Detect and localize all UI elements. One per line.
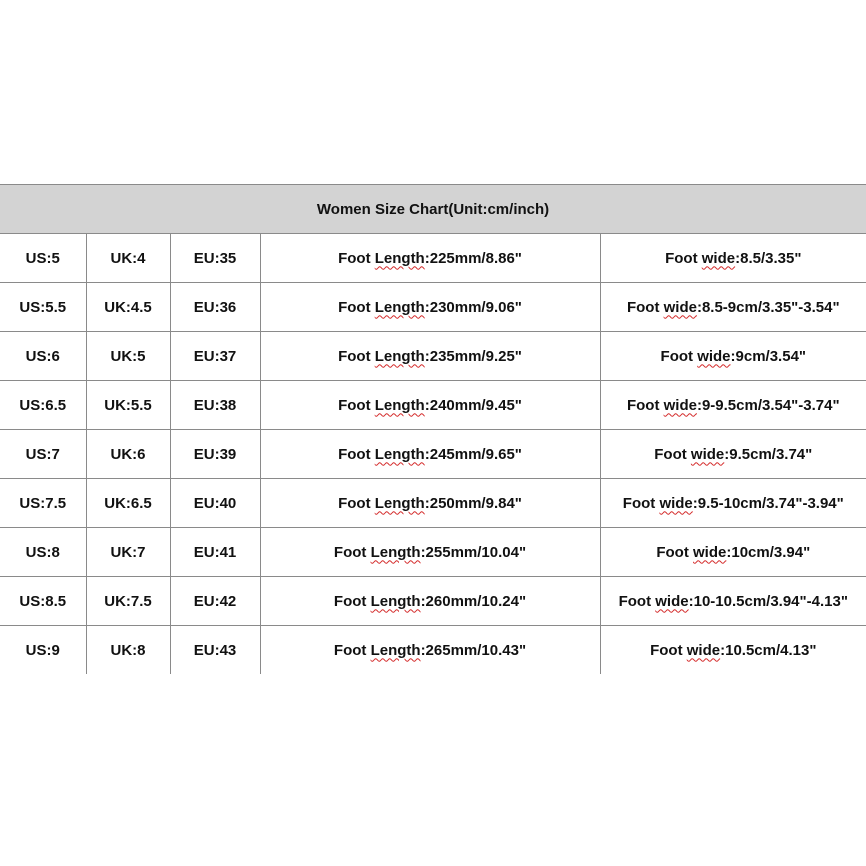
- foot-length-cell: [260, 626, 600, 675]
- foot-length-cell: [260, 234, 600, 283]
- eu-size-cell: EU:43: [170, 626, 260, 675]
- foot-length-cell: [260, 283, 600, 332]
- eu-size-cell: EU:40: [170, 479, 260, 528]
- eu-size-cell: EU:36: [170, 283, 260, 332]
- foot-wide-word: wide: [655, 592, 689, 610]
- foot-length-word: Length: [370, 641, 421, 659]
- eu-size-cell: EU:41: [170, 528, 260, 577]
- foot-wide-value: :9-9.5cm/3.54"-3.74": [696, 396, 840, 414]
- foot-wide-word: wide: [697, 347, 731, 365]
- foot-length-word: Length: [374, 396, 425, 414]
- foot-wide-value: :8.5-9cm/3.35"-3.54": [696, 298, 840, 316]
- foot-length-prefix: Foot: [338, 298, 375, 316]
- foot-wide-cell: [600, 430, 866, 479]
- foot-length-word: Length: [374, 445, 425, 463]
- foot-wide-value: :10.5cm/4.13": [720, 641, 817, 659]
- foot-wide-prefix: Foot: [622, 494, 660, 512]
- foot-wide-value: :10cm/3.94": [726, 543, 811, 561]
- foot-length-prefix: Foot: [333, 641, 371, 659]
- foot-wide-prefix: Foot: [626, 396, 664, 414]
- foot-length-cell: [260, 381, 600, 430]
- foot-length-value: :230mm/9.06": [424, 298, 522, 316]
- uk-size-cell: UK:5.5: [86, 381, 170, 430]
- foot-wide-word: wide: [663, 396, 697, 414]
- uk-size-cell: UK:6: [86, 430, 170, 479]
- foot-wide-value: :9.5-10cm/3.74"-3.94": [692, 494, 844, 512]
- foot-wide-word: wide: [693, 543, 727, 561]
- foot-wide-prefix: Foot: [665, 249, 702, 267]
- foot-wide-word: wide: [690, 445, 725, 463]
- foot-wide-value: :9cm/3.54": [730, 347, 807, 365]
- foot-length-value: :235mm/9.25": [424, 347, 522, 365]
- foot-wide-word: wide: [686, 641, 721, 659]
- table-row: [0, 381, 866, 430]
- foot-length-word: Length: [370, 543, 421, 561]
- foot-length-word: Length: [374, 298, 425, 316]
- foot-length-cell: [260, 479, 600, 528]
- foot-length-word: Length: [374, 494, 425, 512]
- foot-wide-cell: [600, 283, 866, 332]
- foot-wide-word: wide: [663, 298, 697, 316]
- foot-wide-prefix: Foot: [654, 445, 691, 463]
- table-row: [0, 577, 866, 626]
- uk-size-cell: UK:4.5: [86, 283, 170, 332]
- us-size-cell: US:9: [0, 626, 86, 675]
- uk-size-cell: UK:5: [86, 332, 170, 381]
- foot-length-prefix: Foot: [333, 543, 371, 561]
- uk-size-cell: UK:4: [86, 234, 170, 283]
- foot-length-value: :265mm/10.43": [420, 641, 527, 659]
- foot-wide-value: :10-10.5cm/3.94"-4.13": [688, 592, 848, 610]
- foot-length-cell: [260, 577, 600, 626]
- foot-length-prefix: Foot: [338, 494, 375, 512]
- foot-length-value: :255mm/10.04": [420, 543, 527, 561]
- eu-size-cell: EU:39: [170, 430, 260, 479]
- table-header-row: [0, 185, 866, 234]
- table-row: [0, 479, 866, 528]
- us-size-cell: US:6: [0, 332, 86, 381]
- table-row: [0, 626, 866, 675]
- size-chart-table: [0, 184, 866, 674]
- foot-wide-cell: [600, 528, 866, 577]
- us-size-cell: US:8: [0, 528, 86, 577]
- us-size-cell: US:5.5: [0, 283, 86, 332]
- foot-length-cell: [260, 332, 600, 381]
- eu-size-cell: EU:35: [170, 234, 260, 283]
- foot-length-prefix: Foot: [333, 592, 371, 610]
- foot-length-word: Length: [370, 592, 421, 610]
- us-size-cell: US:6.5: [0, 381, 86, 430]
- foot-length-prefix: Foot: [338, 347, 375, 365]
- foot-wide-cell: [600, 479, 866, 528]
- foot-length-prefix: Foot: [338, 396, 375, 414]
- foot-length-value: :240mm/9.45": [424, 396, 522, 414]
- foot-wide-prefix: Foot: [618, 592, 656, 610]
- table-row: [0, 528, 866, 577]
- foot-wide-word: wide: [659, 494, 693, 512]
- us-size-cell: US:8.5: [0, 577, 86, 626]
- eu-size-cell: EU:42: [170, 577, 260, 626]
- table-title: Women Size Chart(Unit:cm/inch): [0, 185, 866, 234]
- us-size-cell: US:7: [0, 430, 86, 479]
- foot-wide-prefix: Foot: [660, 347, 698, 365]
- foot-wide-word: wide: [701, 249, 736, 267]
- us-size-cell: US:7.5: [0, 479, 86, 528]
- foot-length-value: :245mm/9.65": [424, 445, 522, 463]
- foot-length-prefix: Foot: [338, 249, 375, 267]
- foot-wide-cell: [600, 381, 866, 430]
- uk-size-cell: UK:7: [86, 528, 170, 577]
- foot-wide-cell: [600, 626, 866, 675]
- foot-length-prefix: Foot: [338, 445, 375, 463]
- uk-size-cell: UK:8: [86, 626, 170, 675]
- foot-wide-value: :9.5cm/3.74": [724, 445, 813, 463]
- foot-wide-cell: [600, 577, 866, 626]
- eu-size-cell: EU:38: [170, 381, 260, 430]
- foot-length-value: :250mm/9.84": [424, 494, 522, 512]
- foot-wide-prefix: Foot: [650, 641, 687, 659]
- foot-wide-cell: [600, 332, 866, 381]
- foot-length-word: Length: [374, 249, 425, 267]
- foot-wide-prefix: Foot: [656, 543, 694, 561]
- uk-size-cell: UK:7.5: [86, 577, 170, 626]
- foot-wide-value: :8.5/3.35": [735, 249, 802, 267]
- foot-length-word: Length: [374, 347, 425, 365]
- foot-length-value: :225mm/8.86": [424, 249, 522, 267]
- table-row: [0, 430, 866, 479]
- us-size-cell: US:5: [0, 234, 86, 283]
- table-row: [0, 283, 866, 332]
- foot-wide-cell: [600, 234, 866, 283]
- foot-wide-prefix: Foot: [626, 298, 664, 316]
- table-row: [0, 332, 866, 381]
- eu-size-cell: EU:37: [170, 332, 260, 381]
- foot-length-cell: [260, 528, 600, 577]
- foot-length-value: :260mm/10.24": [420, 592, 527, 610]
- foot-length-cell: [260, 430, 600, 479]
- table-row: [0, 234, 866, 283]
- uk-size-cell: UK:6.5: [86, 479, 170, 528]
